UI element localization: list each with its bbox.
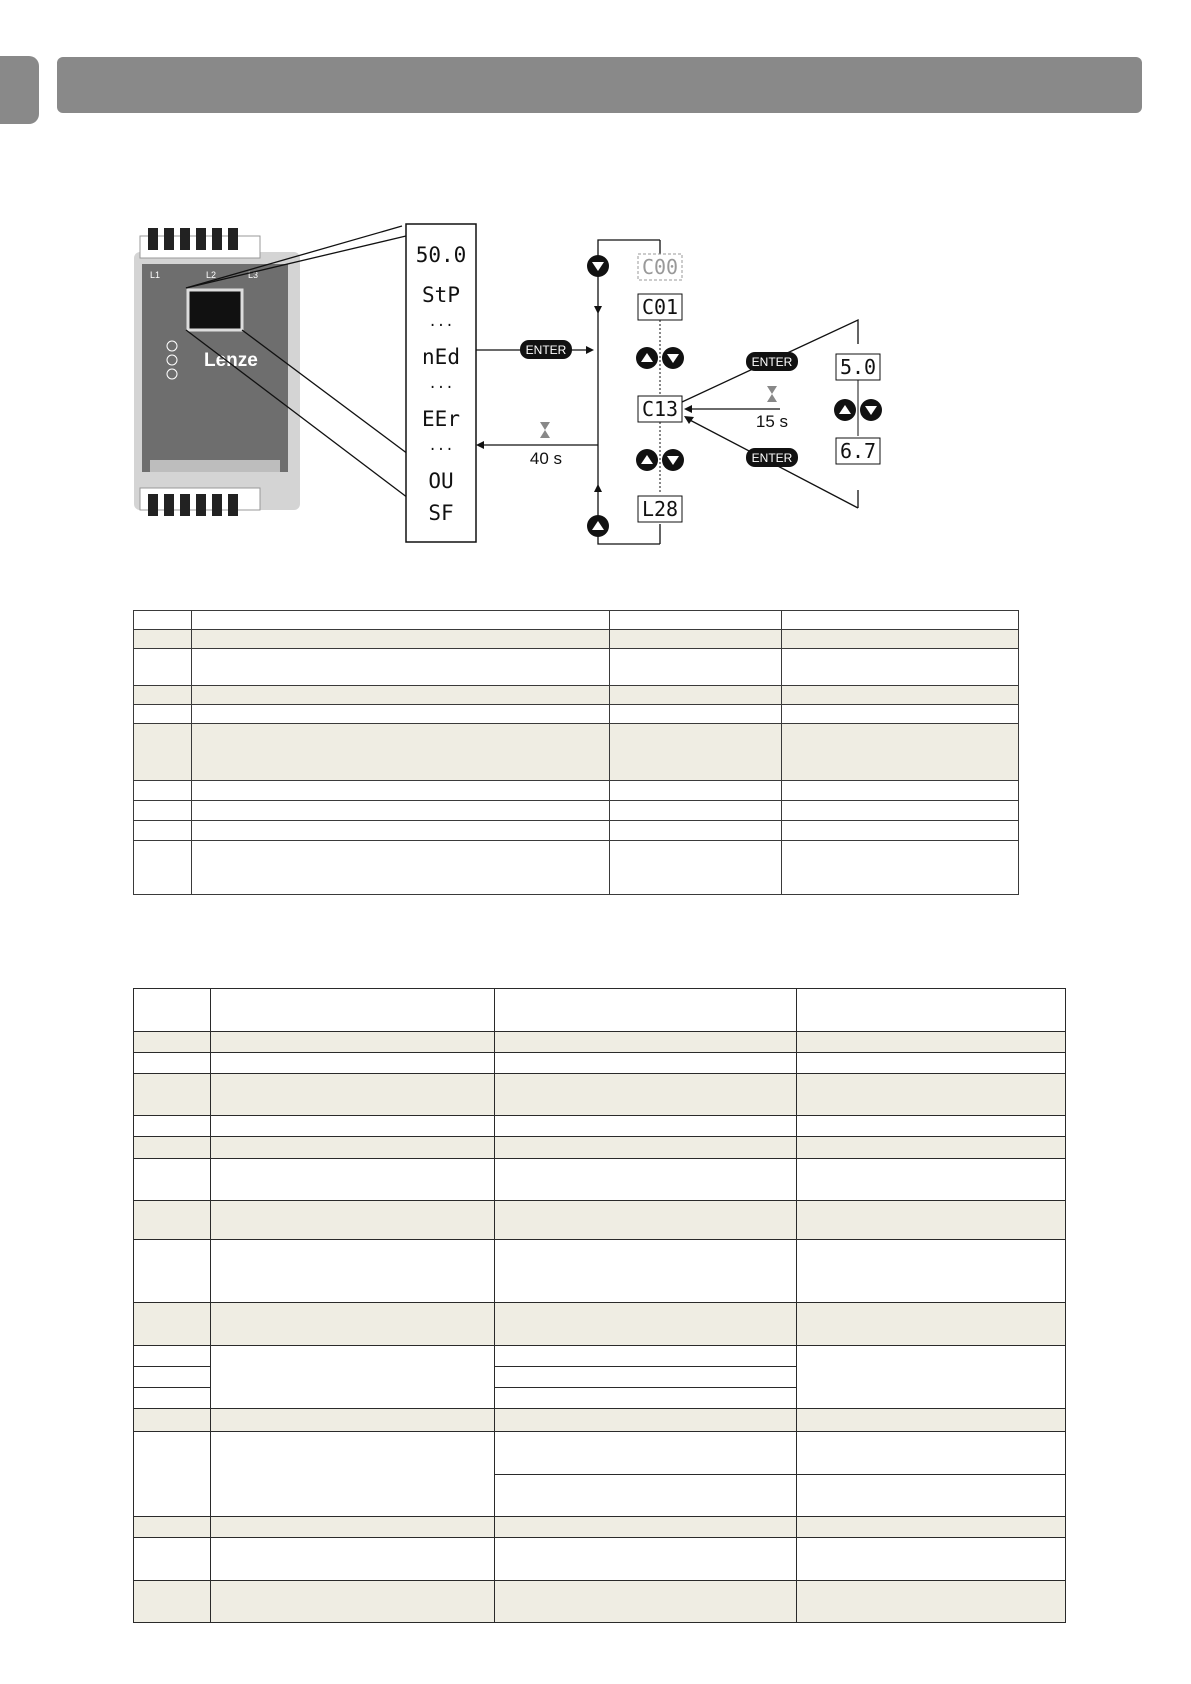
display-code: OU: [428, 469, 454, 493]
table-row: [134, 989, 1066, 1032]
chapter-tab: [0, 56, 39, 124]
table-row: [134, 705, 1019, 724]
table-row: [134, 724, 1019, 781]
terminal-l3-label: L3: [248, 270, 259, 280]
table-row: [134, 1201, 1066, 1240]
arrow-up-button-icon: [636, 449, 658, 471]
display-code: SF: [428, 501, 454, 525]
drive-logo: Lenze: [204, 350, 258, 371]
display-code: EEr: [422, 407, 460, 431]
keypad-navigation-diagram: [120, 220, 1020, 560]
table-row: [134, 1538, 1066, 1581]
enter-label: ENTER: [525, 343, 567, 357]
display-code: StP: [422, 283, 460, 307]
parameter-code: C01: [641, 295, 679, 319]
parameter-table: [133, 610, 1019, 895]
display-ellipsis: ...: [428, 438, 454, 454]
table-row: [134, 1432, 1066, 1475]
arrow-up-button-icon: [636, 347, 658, 369]
table-row: [134, 801, 1019, 821]
table-row: [134, 630, 1019, 649]
table-row: [134, 1032, 1066, 1053]
arrow-down-button-icon: [860, 399, 882, 421]
arrow-up-button-icon: [834, 399, 856, 421]
table-row: [134, 1581, 1066, 1623]
parameter-detail-table: [133, 988, 1066, 1623]
parameter-code: C00: [641, 255, 679, 279]
parameter-code: C13: [641, 397, 679, 421]
enter-label: ENTER: [751, 355, 793, 369]
table-row: [134, 1346, 1066, 1367]
hourglass-icon: [540, 422, 550, 438]
terminal-l1-label: L1: [150, 270, 161, 280]
table-row: [134, 1137, 1066, 1159]
timeout-label: 40 s: [529, 449, 563, 468]
table-row: [134, 1517, 1066, 1538]
table-row: [134, 1053, 1066, 1074]
table-row: [134, 841, 1019, 895]
arrow-down-button-icon: [662, 449, 684, 471]
terminal-l2-label: L2: [206, 270, 217, 280]
table-row: [134, 1116, 1066, 1137]
table-row: [134, 1074, 1066, 1116]
table-row: [134, 781, 1019, 801]
display-code: 50.0: [415, 243, 467, 267]
drive-unit: [134, 228, 300, 516]
table-row: [134, 686, 1019, 705]
table-row: [134, 821, 1019, 841]
hourglass-icon: [767, 386, 777, 402]
arrow-down-button-icon: [587, 255, 609, 277]
arrow-down-button-icon: [662, 347, 684, 369]
header-bar: [57, 57, 1142, 113]
table-row: [134, 1240, 1066, 1303]
display-code: nEd: [422, 345, 460, 369]
parameter-code: L28: [641, 497, 679, 521]
value-code: 5.0: [839, 355, 877, 379]
arrow-up-button-icon: [587, 515, 609, 537]
table-row: [134, 1303, 1066, 1346]
display-ellipsis: ...: [428, 314, 454, 330]
timeout-label: 15 s: [755, 412, 789, 431]
table-row: [134, 649, 1019, 686]
table-row: [134, 1409, 1066, 1432]
value-code: 6.7: [839, 439, 877, 463]
table-row: [134, 611, 1019, 630]
display-ellipsis: ...: [428, 376, 454, 392]
table-row: [134, 1159, 1066, 1201]
enter-label: ENTER: [751, 451, 793, 465]
